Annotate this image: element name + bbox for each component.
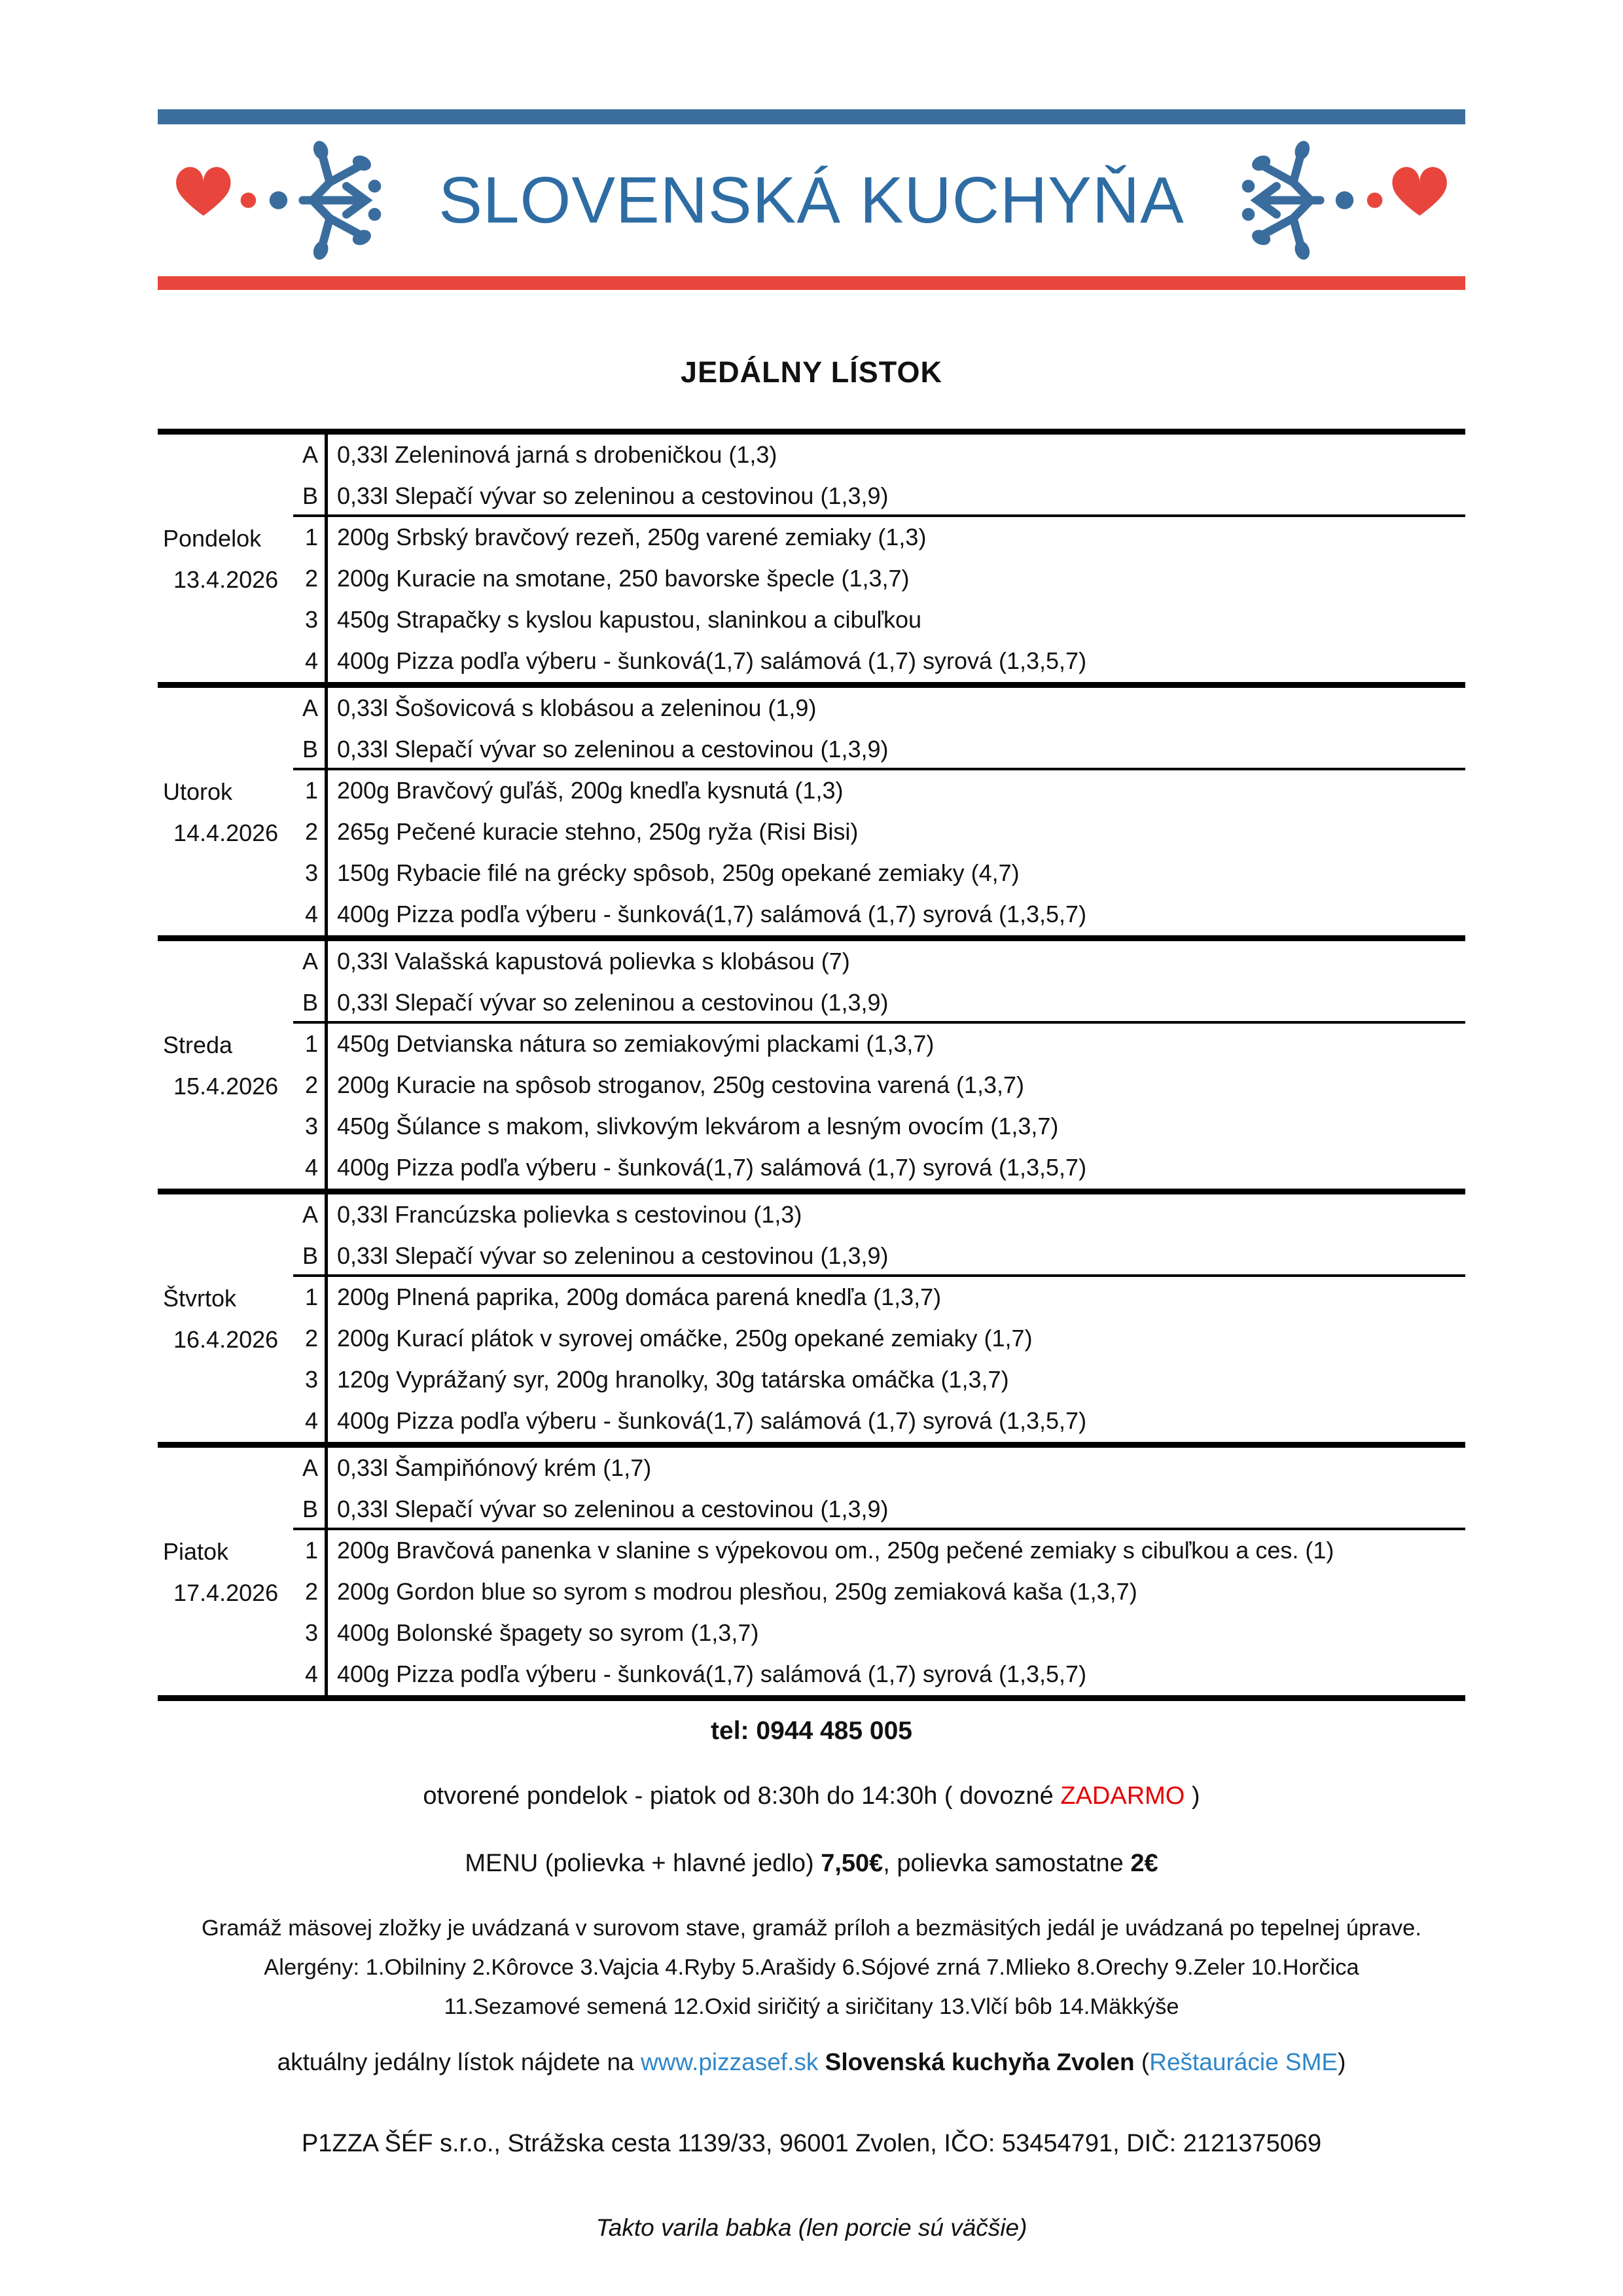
row-text: 0,33l Slepačí vývar so zeleninou a cestovinou (1,3,9) bbox=[325, 982, 1465, 1024]
opening-hours bbox=[158, 1782, 1465, 1810]
menu-price-line bbox=[158, 1850, 1465, 1878]
row-text: 450g Strapačky s kyslou kapustou, slaninkou a cibuľkou bbox=[325, 600, 1465, 641]
day-block bbox=[158, 1442, 1465, 1695]
row-code: B bbox=[293, 729, 325, 770]
hours-suffix: ) bbox=[1185, 1782, 1200, 1810]
heart-icon bbox=[1392, 167, 1446, 215]
day-cell bbox=[158, 435, 293, 682]
row-text: 200g Plnená paprika, 200g domáca parená knedľa (1,3,7) bbox=[325, 1277, 1465, 1318]
day-cell bbox=[158, 941, 293, 1189]
allergens-line-2: 11.Sezamové semená 12.Oxid siričitý a siričitany 13.Vlčí bôb 14.Mäkkýše bbox=[444, 1994, 1179, 2019]
row-text: 200g Kuracie na spôsob stroganov, 250g cestovina varená (1,3,7) bbox=[325, 1065, 1465, 1106]
phone-number: tel: 0944 485 005 bbox=[711, 1717, 912, 1745]
website-link[interactable]: www.pizzasef.sk bbox=[640, 2049, 819, 2075]
row-code: 3 bbox=[304, 1113, 318, 1139]
day-name: Piatok bbox=[163, 1538, 229, 1565]
menu-table bbox=[158, 429, 1465, 1701]
day-cell bbox=[158, 1448, 293, 1695]
day-date: 14.4.2026 bbox=[173, 819, 279, 846]
row-code: B bbox=[293, 476, 325, 517]
day-block bbox=[158, 429, 1465, 682]
row-text: 200g Gordon blue so syrom s modrou plesňou, 250g zemiaková kaša (1,3,7) bbox=[325, 1571, 1465, 1613]
day-name: Streda bbox=[163, 1031, 233, 1058]
row-code: 3 bbox=[304, 859, 318, 886]
row-text: 150g Rybacie filé na grécky spôsob, 250g opekané zemiaky (4,7) bbox=[325, 853, 1465, 894]
row-text: 0,33l Slepačí vývar so zeleninou a cestovinou (1,3,9) bbox=[325, 476, 1465, 517]
row-code: 4 bbox=[304, 647, 318, 674]
row-text: 400g Pizza podľa výberu - šunková(1,7) salámová (1,7) syrová (1,3,5,7) bbox=[325, 894, 1465, 935]
row-code: 1 bbox=[304, 1537, 318, 1564]
paren-close: ) bbox=[1338, 2049, 1346, 2075]
allergens-line-1: Alergény: 1.Obilniny 2.Kôrovce 3.Vajcia 4.Ryby 5.Arašidy 6.Sójové zrná 7.Mlieko 8.Orechy 9.Zeler 10.Horčica bbox=[264, 1955, 1359, 1980]
row-code: A bbox=[302, 441, 318, 468]
folk-snowflake-heart-icon bbox=[158, 136, 397, 264]
day-date: 16.4.2026 bbox=[173, 1326, 279, 1353]
row-code: A bbox=[302, 948, 318, 975]
paren-open: ( bbox=[1141, 2049, 1150, 2075]
day-cell bbox=[158, 688, 293, 935]
menu-price: 7,50€ bbox=[821, 1850, 883, 1877]
row-code: 4 bbox=[304, 901, 318, 927]
row-text: 450g Detvianska nátura so zemiakovými plackami (1,3,7) bbox=[325, 1024, 1465, 1065]
row-text: 120g Vyprážaný syr, 200g hranolky, 30g tatárska omáčka (1,3,7) bbox=[325, 1359, 1465, 1401]
row-text: 200g Bravčový guľáš, 200g knedľa kysnutá (1,3) bbox=[325, 770, 1465, 812]
row-code: 4 bbox=[304, 1660, 318, 1687]
row-code: A bbox=[302, 1454, 318, 1481]
day-block bbox=[158, 1189, 1465, 1442]
row-code: A bbox=[302, 694, 318, 721]
company-info: P1ZZA ŠÉF s.r.o., Strážska cesta 1139/33, 96001 Zvolen, IČO: 53454791, DIČ: 2121375069 bbox=[301, 2130, 1322, 2157]
row-code: 2 bbox=[304, 1578, 318, 1605]
snowflake-branches bbox=[303, 154, 366, 246]
row-text: 400g Pizza podľa výberu - šunková(1,7) salámová (1,7) syrová (1,3,5,7) bbox=[325, 641, 1465, 682]
soup-price: 2€ bbox=[1130, 1850, 1158, 1877]
website-line-prefix: aktuálny jedálny lístok nájdete na bbox=[277, 2049, 641, 2075]
row-text: 0,33l Zeleninová jarná s drobeničkou (1,3) bbox=[325, 435, 1465, 476]
row-code: B bbox=[293, 982, 325, 1024]
heart-icon bbox=[176, 167, 230, 215]
row-code: 3 bbox=[304, 1366, 318, 1393]
row-code: 4 bbox=[304, 1154, 318, 1181]
day-cell bbox=[158, 1194, 293, 1442]
menu-title: JEDÁLNY LÍSTOK bbox=[681, 355, 942, 389]
day-block bbox=[158, 935, 1465, 1189]
row-text: 0,33l Slepačí vývar so zeleninou a cestovinou (1,3,9) bbox=[325, 1236, 1465, 1277]
row-text: 400g Pizza podľa výberu - šunková(1,7) salámová (1,7) syrová (1,3,5,7) bbox=[325, 1147, 1465, 1189]
row-text: 400g Bolonské špagety so syrom (1,3,7) bbox=[325, 1613, 1465, 1654]
row-text: 0,33l Slepačí vývar so zeleninou a cestovinou (1,3,9) bbox=[325, 1489, 1465, 1530]
row-text: 0,33l Šampiňónový krém (1,7) bbox=[325, 1448, 1465, 1489]
row-code: A bbox=[302, 1201, 318, 1228]
top-blue-bar bbox=[158, 109, 1465, 124]
day-date: 15.4.2026 bbox=[173, 1073, 279, 1100]
page-title: SLOVENSKÁ KUCHYŇA bbox=[438, 163, 1185, 237]
header bbox=[158, 124, 1465, 276]
row-code: 2 bbox=[304, 1071, 318, 1098]
row-code: 4 bbox=[304, 1407, 318, 1434]
row-text: 200g Bravčová panenka v slanine s výpekovou om., 250g pečené zemiaky s cibuľkou a ces. (1) bbox=[325, 1530, 1465, 1571]
row-code: 3 bbox=[304, 606, 318, 633]
row-text: 400g Pizza podľa výberu - šunková(1,7) salámová (1,7) syrová (1,3,5,7) bbox=[325, 1401, 1465, 1442]
row-code: 3 bbox=[304, 1619, 318, 1646]
facebook-restaurants-link[interactable]: Reštaurácie SME bbox=[1149, 2049, 1338, 2075]
row-code: 2 bbox=[304, 565, 318, 592]
weight-note: Gramáž mäsovej zložky je uvádzaná v surovom stave, gramáž príloh a bezmäsitých jedál je uvádzaná po tepelnej úprave. bbox=[202, 1916, 1421, 1941]
row-code: 1 bbox=[304, 1030, 318, 1057]
row-text: 200g Kuracie na smotane, 250 bavorske špecle (1,3,7) bbox=[325, 558, 1465, 600]
blue-dot bbox=[1336, 191, 1353, 209]
red-dot bbox=[241, 192, 257, 208]
row-code: 2 bbox=[304, 818, 318, 845]
menu-price-middle: , polievka samostatne bbox=[883, 1850, 1131, 1877]
row-text: 400g Pizza podľa výberu - šunková(1,7) salámová (1,7) syrová (1,3,5,7) bbox=[325, 1654, 1465, 1695]
row-text: 265g Pečené kuracie stehno, 250g ryža (Risi Bisi) bbox=[325, 812, 1465, 853]
row-text: 0,33l Slepačí vývar so zeleninou a cestovinou (1,3,9) bbox=[325, 729, 1465, 770]
row-text: 200g Kurací plátok v syrovej omáčke, 250g opekané zemiaky (1,7) bbox=[325, 1318, 1465, 1359]
blue-dot bbox=[270, 191, 287, 209]
folk-snowflake-heart-icon bbox=[1226, 136, 1465, 264]
brand-name: Slovenská kuchyňa Zvolen bbox=[818, 2049, 1141, 2075]
snowflake-branches bbox=[1257, 154, 1320, 246]
row-code: 1 bbox=[304, 524, 318, 550]
row-code: B bbox=[293, 1236, 325, 1277]
row-code: B bbox=[293, 1489, 325, 1530]
footer bbox=[158, 1717, 1465, 2242]
row-text: 0,33l Francúzska polievka s cestovinou (1,3) bbox=[325, 1194, 1465, 1236]
row-text: 200g Srbský bravčový rezeň, 250g varené zemiaky (1,3) bbox=[325, 517, 1465, 558]
menu-price-prefix: MENU (polievka + hlavné jedlo) bbox=[465, 1850, 821, 1877]
day-name: Štvrtok bbox=[163, 1285, 237, 1312]
row-code: 1 bbox=[304, 777, 318, 804]
day-date: 17.4.2026 bbox=[173, 1579, 279, 1606]
day-name: Utorok bbox=[163, 778, 233, 805]
tagline: Takto varila babka (len porcie sú väčšie) bbox=[596, 2214, 1027, 2241]
day-date: 13.4.2026 bbox=[173, 566, 279, 593]
row-code: 1 bbox=[304, 1283, 318, 1310]
row-code: 2 bbox=[304, 1325, 318, 1352]
red-dot bbox=[1367, 192, 1383, 208]
red-divider-bar bbox=[158, 276, 1465, 290]
row-text: 0,33l Valašská kapustová polievka s klobásou (7) bbox=[325, 941, 1465, 982]
day-name: Pondelok bbox=[163, 525, 262, 552]
free-delivery-highlight: ZADARMO bbox=[1060, 1782, 1185, 1810]
day-block bbox=[158, 682, 1465, 935]
row-text: 0,33l Šošovicová s klobásou a zeleninou (1,9) bbox=[325, 688, 1465, 729]
row-text: 450g Šúlance s makom, slivkovým lekvárom a lesným ovocím (1,3,7) bbox=[325, 1106, 1465, 1147]
website-line bbox=[158, 2049, 1465, 2076]
hours-text: otvorené pondelok - piatok od 8:30h do 14:30h ( dovozné bbox=[423, 1782, 1061, 1810]
